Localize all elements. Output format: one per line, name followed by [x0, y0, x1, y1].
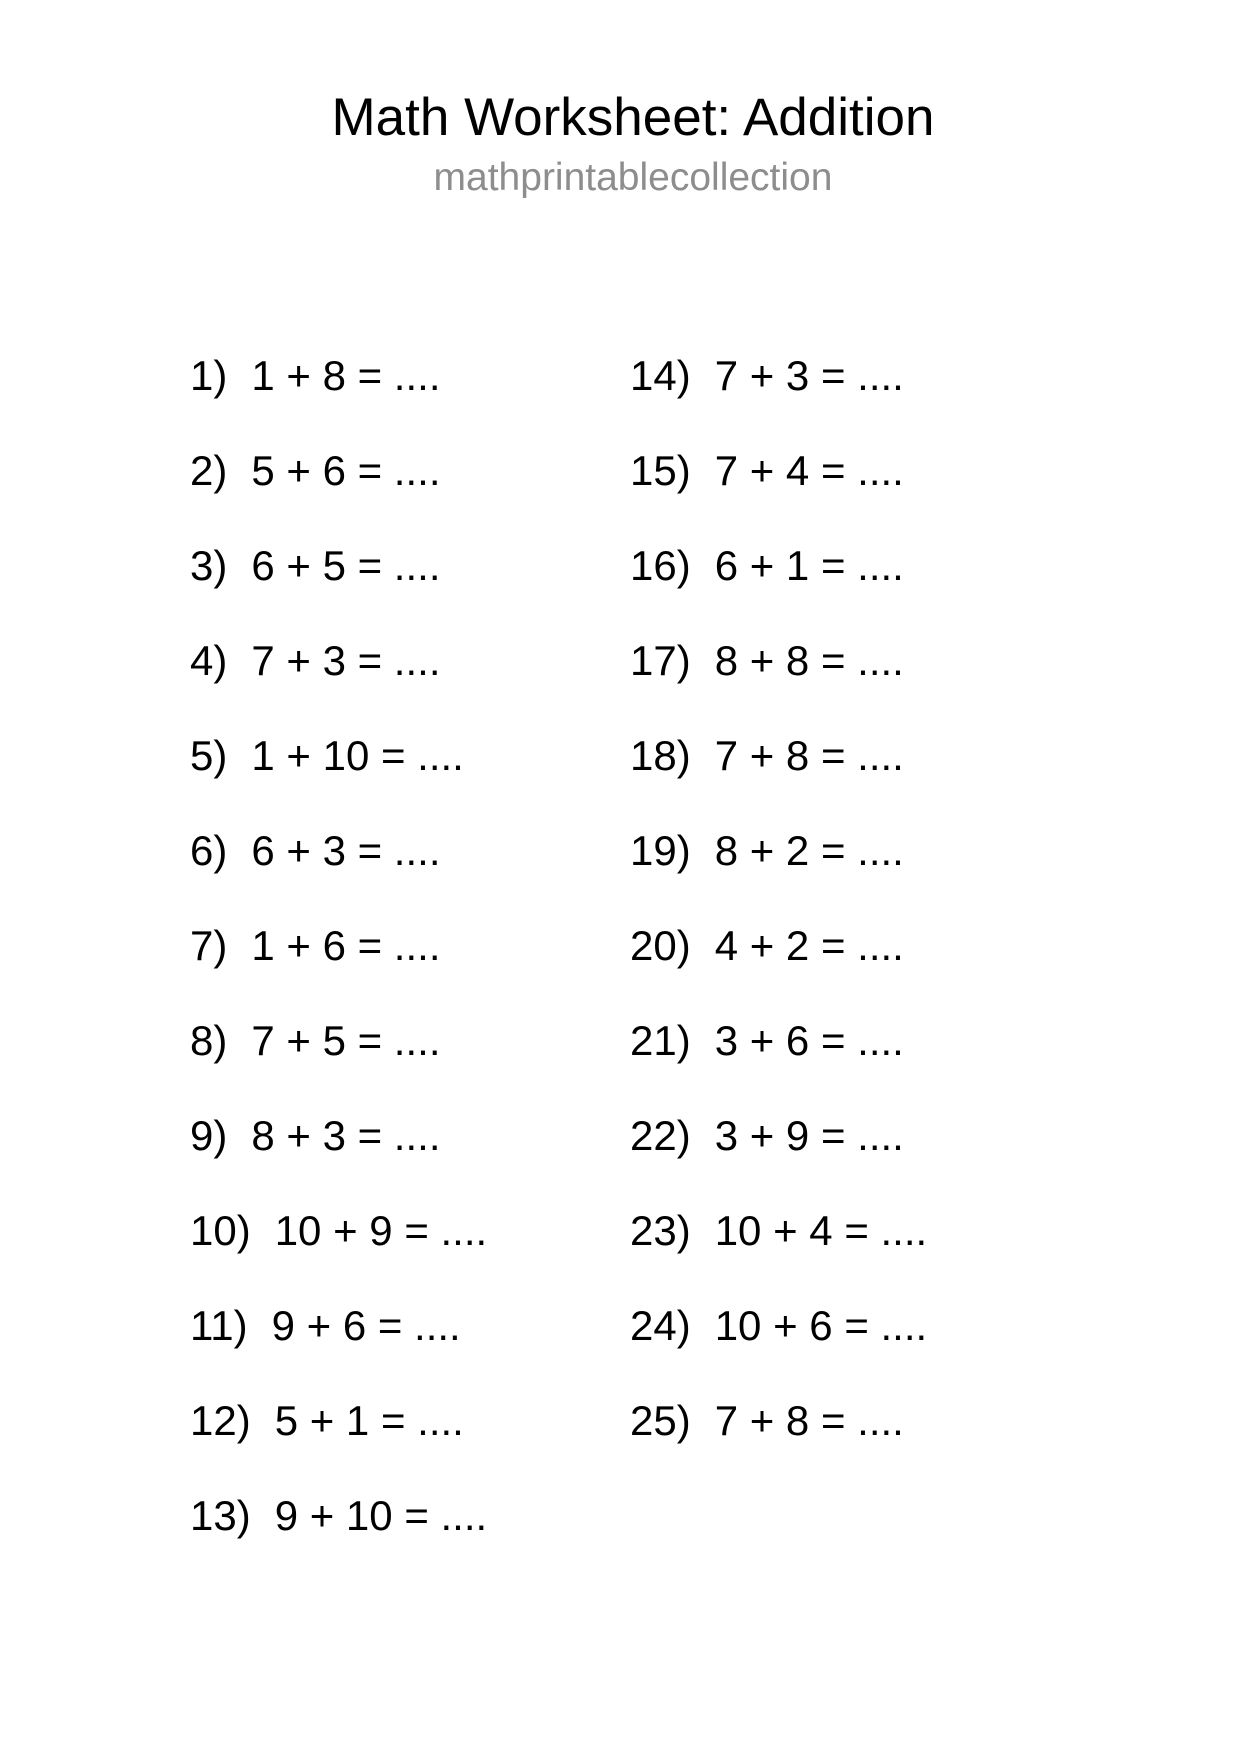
- problem-row: [190, 352, 487, 447]
- problem-expression: 7 + 3 = ....: [714, 352, 904, 399]
- problem-row: [630, 447, 927, 542]
- problem-row: [190, 1492, 487, 1587]
- problem-row: [630, 922, 927, 1017]
- problem-expression: 6 + 1 = ....: [714, 542, 904, 589]
- problem-number: 9): [190, 1112, 228, 1159]
- problem-expression: 6 + 5 = ....: [251, 542, 441, 589]
- problem-expression: 1 + 6 = ....: [251, 922, 441, 969]
- problem-number: 5): [190, 732, 228, 779]
- problem-row: [630, 732, 927, 827]
- problem-number: 18): [630, 732, 691, 779]
- problem-row: [190, 1397, 487, 1492]
- problem-expression: 3 + 6 = ....: [714, 1017, 904, 1064]
- problem-number: 11): [190, 1302, 248, 1349]
- problem-row: [630, 1397, 927, 1492]
- problem-row: [630, 1112, 927, 1207]
- problem-expression: 8 + 8 = ....: [714, 637, 904, 684]
- problem-expression: 1 + 10 = ....: [251, 732, 464, 779]
- problem-number: 15): [630, 447, 691, 494]
- problem-number: 12): [190, 1397, 251, 1444]
- problem-number: 21): [630, 1017, 691, 1064]
- problem-row: [190, 1112, 487, 1207]
- problem-expression: 3 + 9 = ....: [714, 1112, 904, 1159]
- problem-expression: 10 + 4 = ....: [714, 1207, 928, 1254]
- problem-expression: 9 + 10 = ....: [274, 1492, 488, 1539]
- problem-row: [190, 1302, 487, 1397]
- problem-expression: 9 + 6 = ....: [271, 1302, 461, 1349]
- problem-number: 13): [190, 1492, 251, 1539]
- page-subtitle: mathprintablecollection: [433, 155, 833, 199]
- problem-number: 7): [190, 922, 228, 969]
- problem-expression: 8 + 3 = ....: [251, 1112, 441, 1159]
- problem-number: 16): [630, 542, 691, 589]
- problems-right-column: [630, 352, 927, 1492]
- problem-row: [630, 827, 927, 922]
- problem-row: [190, 1017, 487, 1112]
- problem-number: 10): [190, 1207, 251, 1254]
- problem-expression: 8 + 2 = ....: [714, 827, 904, 874]
- problem-row: [190, 447, 487, 542]
- problem-expression: 10 + 9 = ....: [274, 1207, 488, 1254]
- worksheet-header: [13, 88, 1240, 202]
- problem-number: 4): [190, 637, 228, 684]
- problem-expression: 7 + 5 = ....: [251, 1017, 441, 1064]
- problem-expression: 6 + 3 = ....: [251, 827, 441, 874]
- problem-number: 24): [630, 1302, 691, 1349]
- problem-row: [630, 352, 927, 447]
- problems-left-column: [190, 352, 487, 1587]
- problem-row: [190, 922, 487, 1017]
- problem-expression: 7 + 4 = ....: [714, 447, 904, 494]
- problem-number: 3): [190, 542, 228, 589]
- problem-expression: 5 + 6 = ....: [251, 447, 441, 494]
- problem-row: [190, 1207, 487, 1302]
- problem-number: 19): [630, 827, 691, 874]
- problem-row: [630, 1207, 927, 1302]
- problem-row: [190, 827, 487, 922]
- problem-number: 22): [630, 1112, 691, 1159]
- problem-number: 17): [630, 637, 691, 684]
- problem-expression: 4 + 2 = ....: [714, 922, 904, 969]
- problem-row: [630, 542, 927, 637]
- problem-number: 14): [630, 352, 691, 399]
- problem-number: 25): [630, 1397, 691, 1444]
- problem-row: [190, 542, 487, 637]
- problem-row: [630, 637, 927, 732]
- problem-number: 8): [190, 1017, 228, 1064]
- problem-row: [190, 637, 487, 732]
- problem-row: [630, 1017, 927, 1112]
- problem-row: [190, 732, 487, 827]
- problem-row: [630, 1302, 927, 1397]
- page-title: Math Worksheet: Addition: [331, 88, 935, 147]
- problem-expression: 7 + 3 = ....: [251, 637, 441, 684]
- problem-expression: 10 + 6 = ....: [714, 1302, 928, 1349]
- problem-expression: 5 + 1 = ....: [274, 1397, 464, 1444]
- problem-number: 1): [190, 352, 228, 399]
- problem-number: 2): [190, 447, 228, 494]
- problem-number: 23): [630, 1207, 691, 1254]
- problem-number: 6): [190, 827, 228, 874]
- problem-expression: 7 + 8 = ....: [714, 732, 904, 779]
- problem-number: 20): [630, 922, 691, 969]
- problem-expression: 1 + 8 = ....: [251, 352, 441, 399]
- problem-expression: 7 + 8 = ....: [714, 1397, 904, 1444]
